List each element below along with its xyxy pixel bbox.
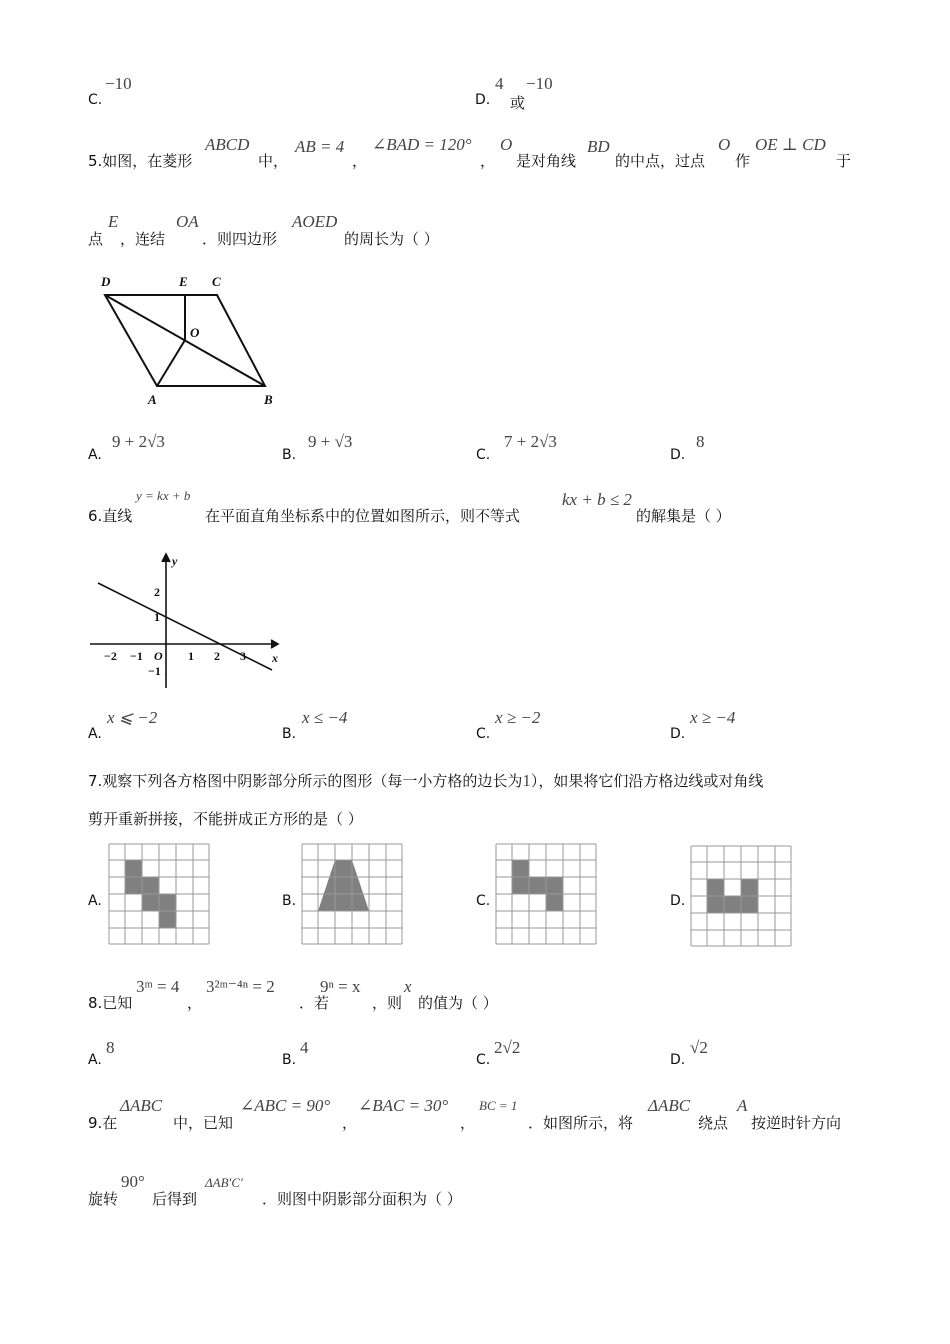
q5-option-d-value: 8 bbox=[696, 432, 705, 451]
q6-text: 在平面直角坐标系中的位置如图所示，则不等式 bbox=[205, 507, 521, 525]
x-tick: 3 bbox=[240, 649, 246, 663]
q7-line-1 bbox=[88, 770, 763, 791]
q5-e: E bbox=[108, 212, 119, 231]
q7-text: 7.观察下列各方格图中阴影部分所示的图形（每一小方格的边长为 bbox=[88, 772, 523, 790]
q9-degree: 90° bbox=[121, 1172, 145, 1191]
q6-option-b-label: B. bbox=[282, 726, 297, 742]
q5-option-b-label: B. bbox=[282, 447, 297, 463]
q5-bd: BD bbox=[587, 137, 610, 156]
q8-option-a-value: 8 bbox=[106, 1038, 115, 1057]
q9-text: 中，已知 bbox=[173, 1114, 234, 1132]
q6-option-d-label: D. bbox=[670, 726, 686, 742]
q5-text: ，连结 bbox=[120, 230, 166, 248]
q9-angle-bac: ∠BAC = 30° bbox=[358, 1096, 449, 1115]
q5-angle: ∠BAD = 120° bbox=[372, 135, 472, 154]
q7-option-d-label: D. bbox=[670, 893, 686, 909]
q6-equation: y = kx + b bbox=[136, 488, 191, 503]
q9-angle-abc: ∠ABC = 90° bbox=[240, 1096, 331, 1115]
q5-text: ， bbox=[480, 152, 496, 170]
q5-o: O bbox=[718, 135, 731, 154]
q9-bc: BC = 1 bbox=[479, 1098, 518, 1113]
q7-grid-d bbox=[690, 845, 792, 947]
y-axis-label: y bbox=[172, 554, 178, 568]
option-d-value-1: 4 bbox=[495, 74, 504, 93]
figure-label-c: C bbox=[212, 274, 221, 289]
q9-text: ， bbox=[460, 1114, 476, 1132]
q5-option-c-value: 7 + 2√3 bbox=[504, 432, 557, 451]
figure-label-e: E bbox=[179, 274, 188, 289]
option-d-or: 或 bbox=[510, 94, 526, 112]
q5-number: 5.如图，在菱形 bbox=[88, 152, 193, 170]
q5-aoed: AOED bbox=[292, 212, 338, 231]
q6-option-a-label: A. bbox=[88, 726, 102, 742]
q9-triangle: ΔABC bbox=[648, 1096, 691, 1115]
q8-option-b-label: B. bbox=[282, 1052, 297, 1068]
q7-option-a-label: A. bbox=[88, 893, 102, 909]
q8-eq-3: 9ⁿ = x bbox=[320, 977, 361, 996]
q9-point-a: A bbox=[737, 1096, 748, 1115]
q7-grid-c bbox=[495, 843, 597, 945]
q7-option-b-label: B. bbox=[282, 893, 297, 909]
q8-eq-1: 3ᵐ = 4 bbox=[136, 977, 180, 996]
x-tick: −1 bbox=[130, 649, 143, 663]
q5-text: 于 bbox=[836, 152, 852, 170]
x-tick: 1 bbox=[188, 649, 194, 663]
q7-grid-a bbox=[108, 843, 210, 945]
q8-text: ，则 bbox=[372, 994, 403, 1012]
q6-option-b-value: x ≤ −4 bbox=[302, 708, 348, 727]
q5-perp: OE ⊥ CD bbox=[755, 135, 826, 154]
q7-one: 1 bbox=[522, 771, 531, 790]
y-tick: −1 bbox=[148, 664, 161, 678]
rhombus-figure bbox=[95, 270, 285, 410]
q6-option-c-label: C. bbox=[476, 726, 491, 742]
option-c-value: −10 bbox=[105, 74, 132, 93]
q5-ab: AB = 4 bbox=[295, 137, 345, 156]
figure-label-d: D bbox=[101, 274, 111, 289]
q5-text: 点 bbox=[88, 230, 104, 248]
x-axis-label: x bbox=[272, 651, 278, 665]
q5-option-a-value: 9 + 2√3 bbox=[112, 432, 165, 451]
q9-text: 旋转 bbox=[88, 1190, 119, 1208]
y-tick: 1 bbox=[154, 610, 160, 624]
q9-text: ， bbox=[342, 1114, 358, 1132]
q6-option-a-value: x ⩽ −2 bbox=[107, 708, 158, 727]
q8-text: ， bbox=[187, 994, 203, 1012]
q8-eq-2: 3²ᵐ⁻⁴ⁿ = 2 bbox=[206, 977, 275, 996]
figure-label-a: A bbox=[148, 392, 157, 407]
y-tick: 2 bbox=[154, 585, 160, 599]
q5-text: 中， bbox=[258, 152, 289, 170]
q7-line-2: 剪开重新拼接，不能拼成正方形的是（ ） bbox=[88, 810, 363, 828]
q5-text: 作 bbox=[735, 152, 751, 170]
q6-inequality: kx + b ≤ 2 bbox=[562, 490, 632, 509]
q8-text: ．若 bbox=[299, 994, 330, 1012]
q8-x: x bbox=[404, 977, 412, 996]
figure-label-b: B bbox=[264, 392, 273, 407]
q8-text: 的值为（ ） bbox=[418, 994, 498, 1012]
q5-option-b-value: 9 + √3 bbox=[308, 432, 353, 451]
x-tick: −2 bbox=[104, 649, 117, 663]
q7-option-c-label: C. bbox=[476, 893, 491, 909]
q8-option-b-value: 4 bbox=[300, 1038, 309, 1057]
origin-label: O bbox=[154, 649, 163, 663]
q6-option-d-value: x ≥ −4 bbox=[690, 708, 736, 727]
q9-text: 绕点 bbox=[698, 1114, 729, 1132]
x-tick: 2 bbox=[214, 649, 220, 663]
q5-option-c-label: C. bbox=[476, 447, 491, 463]
q9-triangle: ΔABC bbox=[120, 1096, 163, 1115]
q9-text: ．则图中阴影部分面积为（ ） bbox=[262, 1190, 462, 1208]
q5-option-a-label: A. bbox=[88, 447, 102, 463]
q5-abcd: ABCD bbox=[205, 135, 250, 154]
q5-text: 的中点，过点 bbox=[615, 152, 706, 170]
q6-number: 6.直线 bbox=[88, 507, 133, 525]
q9-text: ．如图所示，将 bbox=[528, 1114, 634, 1132]
option-c-label: C. bbox=[88, 92, 103, 108]
q5-text: 的周长为（ ） bbox=[344, 230, 439, 248]
q8-option-c-value: 2√2 bbox=[494, 1038, 521, 1057]
option-d-value-2: −10 bbox=[526, 74, 553, 93]
q9-triangle-rotated: ΔAB′C′ bbox=[205, 1175, 243, 1190]
q6-text: 的解集是（ ） bbox=[636, 507, 731, 525]
q7-grid-b bbox=[301, 843, 403, 945]
q8-option-d-label: D. bbox=[670, 1052, 686, 1068]
q8-option-a-label: A. bbox=[88, 1052, 102, 1068]
q8-number: 8.已知 bbox=[88, 994, 133, 1012]
q5-oa: OA bbox=[176, 212, 199, 231]
q5-text: 是对角线 bbox=[516, 152, 577, 170]
coordinate-graph bbox=[88, 550, 288, 690]
q9-text: 后得到 bbox=[152, 1190, 198, 1208]
q8-option-d-value: √2 bbox=[690, 1038, 708, 1057]
q5-o: O bbox=[500, 135, 513, 154]
q7-text: ），如果将它们沿方格边线或对角线 bbox=[530, 772, 764, 790]
figure-label-o: O bbox=[190, 325, 200, 340]
q8-option-c-label: C. bbox=[476, 1052, 491, 1068]
q5-text: ．则四边形 bbox=[202, 230, 278, 248]
option-d-label: D. bbox=[475, 92, 491, 108]
q9-text: 按逆时针方向 bbox=[751, 1114, 842, 1132]
q9-number: 9.在 bbox=[88, 1114, 118, 1132]
q5-option-d-label: D. bbox=[670, 447, 686, 463]
q6-option-c-value: x ≥ −2 bbox=[495, 708, 541, 727]
q5-text: ， bbox=[352, 152, 368, 170]
